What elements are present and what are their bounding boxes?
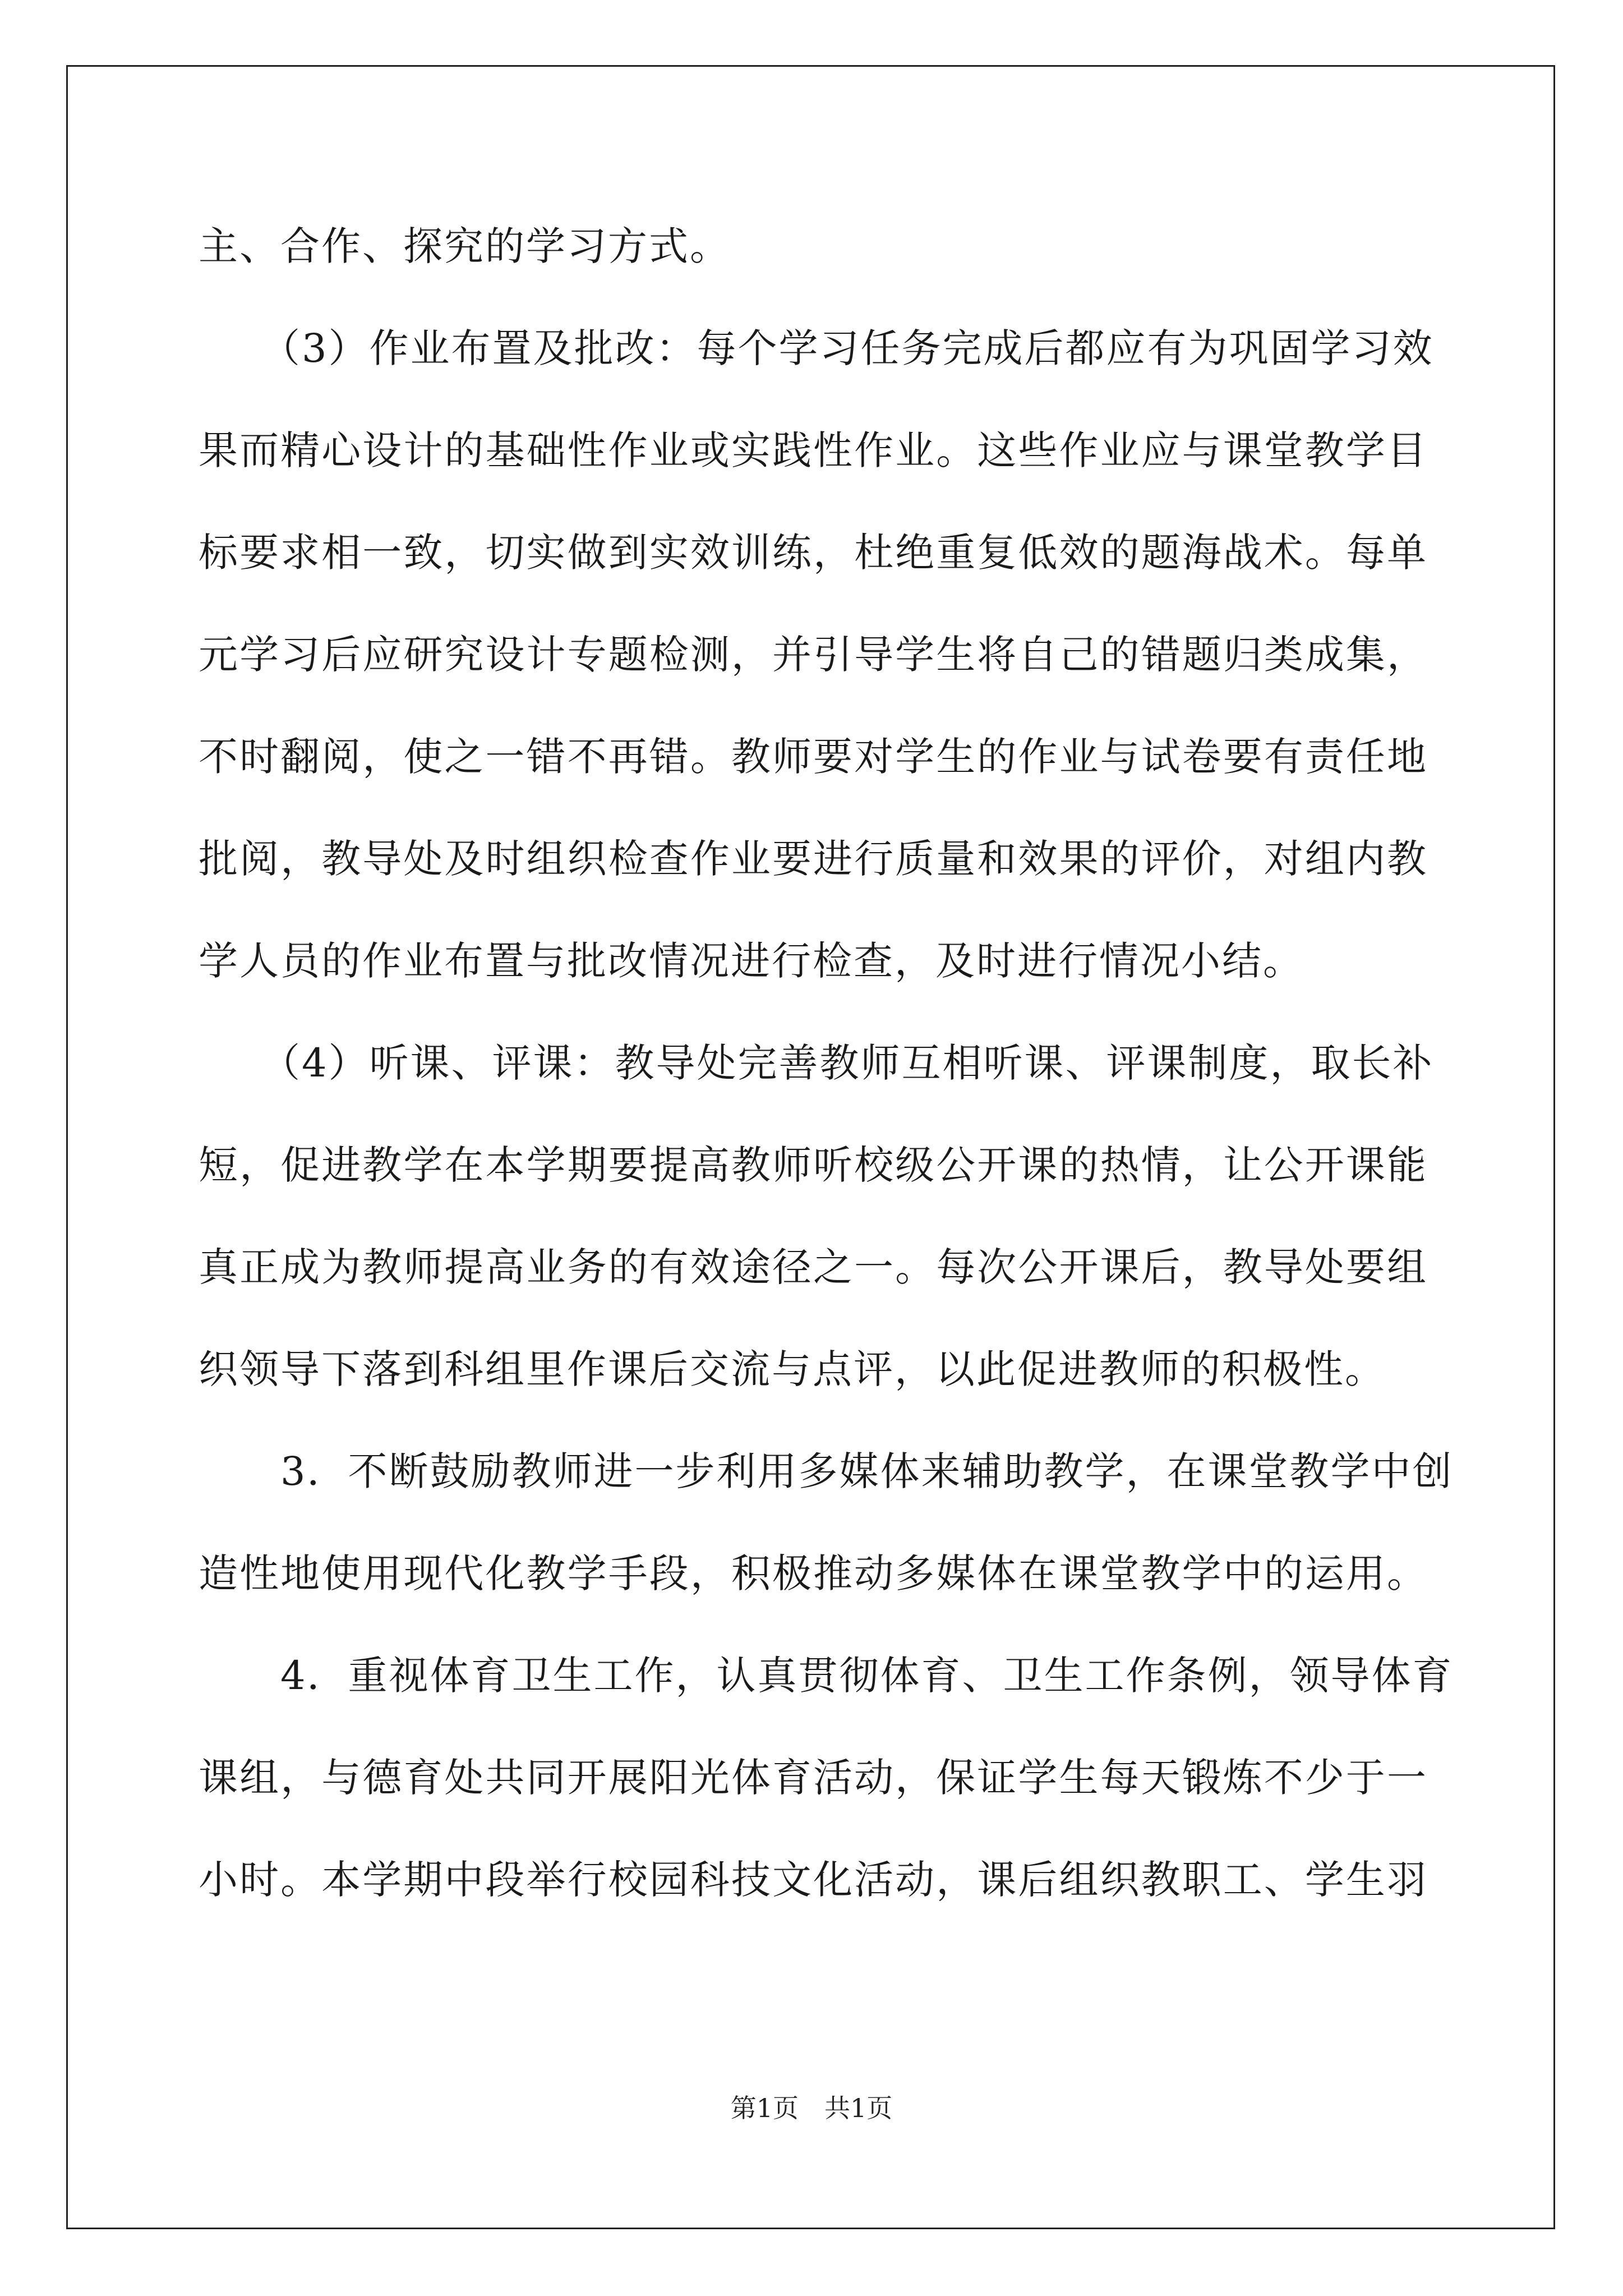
text-line: 批阅，教导处及时组织检查作业要进行质量和效果的评价，对组内教: [199, 836, 1428, 882]
text-line: 短，促进教学在本学期要提高教师听校级公开课的热情，让公开课能: [199, 1142, 1428, 1188]
text-line: 织领导下落到科组里作课后交流与点评，以此促进教师的积极性。: [199, 1346, 1386, 1392]
text-line: 不时翻阅，使之一错不再错。教师要对学生的作业与试卷要有责任地: [199, 734, 1428, 780]
text-line: 真正成为教师提高业务的有效途径之一。每次公开课后，教导处要组: [199, 1244, 1428, 1290]
text-line: 元学习后应研究设计专题检测，并引导学生将自己的错题归类成集，: [199, 632, 1428, 678]
text-line: （3）作业布置及批改：每个学习任务完成后都应有为巩固学习效: [199, 325, 1434, 371]
text-line: 果而精心设计的基础性作业或实践性作业。这些作业应与课堂教学目: [199, 427, 1428, 473]
text-line: 小时。本学期中段举行校园科技文化活动，课后组织教职工、学生羽: [199, 1857, 1428, 1903]
text-line: 学人员的作业布置与批改情况进行检查，及时进行情况小结。: [199, 938, 1304, 984]
text-line: 标要求相一致，切实做到实效训练，杜绝重复低效的题海战术。每单: [199, 530, 1428, 576]
page-number: 第1页 共1页: [730, 2093, 893, 2123]
text-line: 4．重视体育卫生工作，认真贯彻体育、卫生工作条例，领导体育: [199, 1653, 1454, 1699]
text-line: 课组，与德育处共同开展阳光体育活动，保证学生每天锻炼不少于一: [199, 1755, 1428, 1801]
text-line: （4）听课、评课：教导处完善教师互相听课、评课制度，取长补: [199, 1040, 1434, 1086]
text-line: 造性地使用现代化教学手段，积极推动多媒体在课堂教学中的运用。: [199, 1550, 1428, 1596]
text-line: 3．不断鼓励教师进一步利用多媒体来辅助教学，在课堂教学中创: [199, 1448, 1454, 1494]
text-line: 主、合作、探究的学习方式。: [199, 223, 731, 269]
